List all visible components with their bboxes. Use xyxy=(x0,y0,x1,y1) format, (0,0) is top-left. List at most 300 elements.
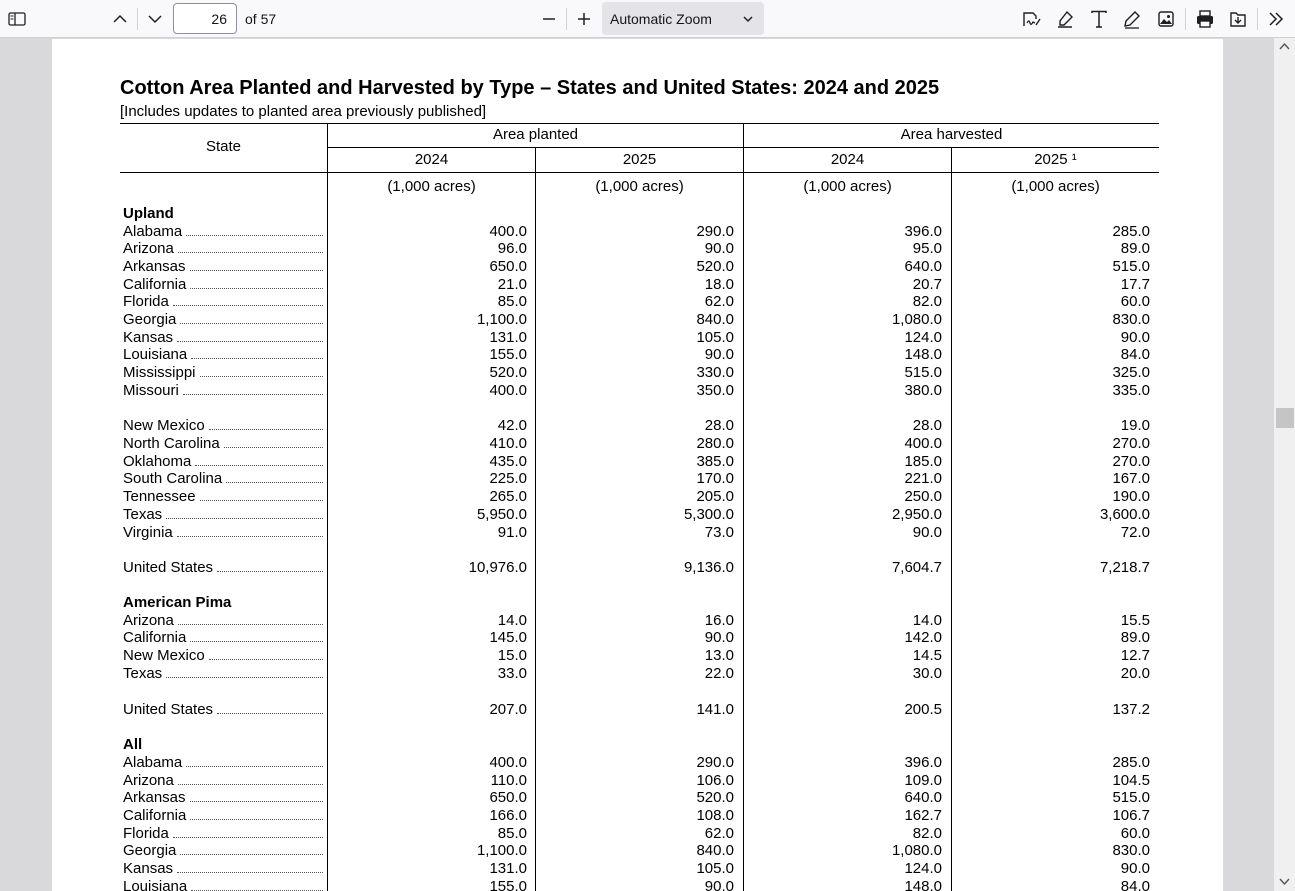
highlight-icon xyxy=(1055,9,1075,29)
value-cell: 520.0 xyxy=(489,364,527,381)
value-cell: 225.0 xyxy=(489,470,527,487)
state-name: Louisiana xyxy=(123,878,188,891)
value-cell: 7,218.7 xyxy=(1099,559,1150,576)
table-row xyxy=(52,524,1223,542)
value-cell: 640.0 xyxy=(904,789,942,806)
header-planted-2024: 2024 xyxy=(414,151,449,168)
table-row xyxy=(52,629,1223,647)
state-name: New Mexico xyxy=(123,647,205,664)
header-area-harvested: Area harvested xyxy=(900,126,1003,143)
table-header-rule xyxy=(120,172,1159,173)
more-tools-icon xyxy=(1266,9,1286,29)
value-cell: 104.5 xyxy=(1112,772,1150,789)
value-cell: 5,950.0 xyxy=(476,506,527,523)
value-cell: 90.0 xyxy=(704,346,734,363)
value-cell: 520.0 xyxy=(696,789,734,806)
value-cell: 28.0 xyxy=(704,417,734,434)
value-cell: 840.0 xyxy=(696,842,734,859)
table-row xyxy=(52,382,1223,400)
highlight-button[interactable] xyxy=(1053,7,1077,31)
zoom-in-button[interactable] xyxy=(573,8,595,30)
state-cell xyxy=(123,772,323,789)
value-cell: 290.0 xyxy=(696,754,734,771)
header-harvested-2024: 2024 xyxy=(830,151,865,168)
value-cell: 30.0 xyxy=(912,665,942,682)
value-cell: 10,976.0 xyxy=(468,559,527,576)
value-cell: 106.0 xyxy=(696,772,734,789)
value-cell: 515.0 xyxy=(1112,258,1150,275)
state-cell xyxy=(123,382,323,399)
value-cell: 166.0 xyxy=(489,807,527,824)
dot-leader xyxy=(217,702,323,714)
value-cell: 640.0 xyxy=(904,258,942,275)
dot-leader xyxy=(178,241,323,253)
state-cell xyxy=(123,860,323,877)
state-cell xyxy=(123,453,323,470)
zoom-out-button[interactable] xyxy=(538,8,560,30)
value-cell: 400.0 xyxy=(904,435,942,452)
state-cell xyxy=(123,754,323,771)
state-cell xyxy=(123,470,323,487)
value-cell: 350.0 xyxy=(696,382,734,399)
value-cell: 106.7 xyxy=(1112,807,1150,824)
value-cell: 2,950.0 xyxy=(891,506,942,523)
table-total-row xyxy=(52,559,1223,577)
state-cell xyxy=(123,311,323,328)
state-name: Kansas xyxy=(123,860,174,877)
table-row xyxy=(52,772,1223,790)
state-name: Alabama xyxy=(123,754,183,771)
table-row xyxy=(52,258,1223,276)
value-cell: 21.0 xyxy=(497,276,527,293)
value-cell: 396.0 xyxy=(904,223,942,240)
state-cell xyxy=(123,629,323,646)
state-name: California xyxy=(123,629,187,646)
value-cell: 105.0 xyxy=(696,860,734,877)
dot-leader xyxy=(191,879,323,891)
dot-leader xyxy=(200,365,323,377)
value-cell: 90.0 xyxy=(704,240,734,257)
dot-leader xyxy=(186,224,323,236)
chevron-down-icon xyxy=(147,11,163,27)
value-cell: 396.0 xyxy=(904,754,942,771)
table-row xyxy=(52,789,1223,807)
state-cell xyxy=(123,842,323,859)
state-name: Kansas xyxy=(123,329,174,346)
value-cell: 3,600.0 xyxy=(1099,506,1150,523)
dot-leader xyxy=(200,489,323,501)
more-tools-button[interactable] xyxy=(1264,7,1288,31)
value-cell: 280.0 xyxy=(696,435,734,452)
dot-leader xyxy=(178,773,323,785)
value-cell: 270.0 xyxy=(1112,435,1150,452)
value-cell: 73.0 xyxy=(704,524,734,541)
value-cell: 141.0 xyxy=(696,701,734,718)
table-row xyxy=(52,754,1223,772)
value-cell: 9,136.0 xyxy=(683,559,734,576)
header-planted-2025: 2025 xyxy=(622,151,657,168)
state-name: New Mexico xyxy=(123,417,205,434)
value-cell: 1,100.0 xyxy=(476,311,527,328)
state-cell xyxy=(123,293,323,310)
value-cell: 840.0 xyxy=(696,311,734,328)
page-subtitle: [Includes updates to planted area previously published] xyxy=(120,103,487,120)
state-cell xyxy=(123,240,323,257)
value-cell: 89.0 xyxy=(1120,240,1150,257)
dot-leader xyxy=(173,826,323,838)
signature-icon xyxy=(1021,9,1041,29)
dot-leader xyxy=(209,418,323,430)
value-cell: 28.0 xyxy=(912,417,942,434)
state-name: United States xyxy=(123,701,214,718)
state-cell xyxy=(123,878,323,891)
value-cell: 7,604.7 xyxy=(891,559,942,576)
save-icon xyxy=(1228,9,1248,29)
draw-button[interactable] xyxy=(1120,7,1144,31)
header-state: State xyxy=(205,138,242,155)
pdf-page xyxy=(52,39,1223,891)
table-row xyxy=(52,807,1223,825)
state-name: Arizona xyxy=(123,612,174,629)
value-cell: 19.0 xyxy=(1120,417,1150,434)
dot-leader xyxy=(180,312,323,324)
section-upland: Upland xyxy=(123,205,174,222)
value-cell: 89.0 xyxy=(1120,629,1150,646)
dot-leader xyxy=(186,755,323,767)
state-cell xyxy=(123,435,323,452)
section-all: All xyxy=(123,736,143,753)
table-row xyxy=(52,470,1223,488)
value-cell: 108.0 xyxy=(696,807,734,824)
value-cell: 167.0 xyxy=(1112,470,1150,487)
value-cell: 137.2 xyxy=(1112,701,1150,718)
state-name: United States xyxy=(123,559,214,576)
add-image-button[interactable] xyxy=(1154,7,1178,31)
dot-leader xyxy=(191,347,323,359)
value-cell: 270.0 xyxy=(1112,453,1150,470)
value-cell: 85.0 xyxy=(497,825,527,842)
state-name: Virginia xyxy=(123,524,173,541)
value-cell: 13.0 xyxy=(704,647,734,664)
dot-leader xyxy=(224,436,323,448)
state-cell xyxy=(123,825,323,842)
page-number-input[interactable] xyxy=(173,3,237,34)
value-cell: 1,080.0 xyxy=(891,842,942,859)
value-cell: 90.0 xyxy=(912,524,942,541)
state-name: Florida xyxy=(123,825,169,842)
value-cell: 410.0 xyxy=(489,435,527,452)
state-name: Missouri xyxy=(123,382,179,399)
table-row xyxy=(52,364,1223,382)
dot-leader xyxy=(190,808,323,820)
value-cell: 5,300.0 xyxy=(683,506,734,523)
table-row xyxy=(52,665,1223,683)
value-cell: 290.0 xyxy=(696,223,734,240)
value-cell: 14.5 xyxy=(912,647,942,664)
table-row xyxy=(52,506,1223,524)
value-cell: 162.7 xyxy=(904,807,942,824)
value-cell: 830.0 xyxy=(1112,311,1150,328)
value-cell: 400.0 xyxy=(489,382,527,399)
value-cell: 131.0 xyxy=(489,860,527,877)
dot-leader xyxy=(209,648,323,660)
value-cell: 22.0 xyxy=(704,665,734,682)
value-cell: 16.0 xyxy=(704,612,734,629)
dot-leader xyxy=(190,790,323,802)
value-cell: 145.0 xyxy=(489,629,527,646)
chevron-down-icon xyxy=(742,13,754,25)
table-row xyxy=(52,878,1223,891)
table-row xyxy=(52,825,1223,843)
state-cell xyxy=(123,346,323,363)
table-row xyxy=(52,240,1223,258)
zoom-value: Automatic Zoom xyxy=(610,11,712,27)
minus-icon xyxy=(541,11,557,27)
state-name: Georgia xyxy=(123,311,177,328)
scrollbar-thumb[interactable] xyxy=(1276,408,1294,428)
plus-icon xyxy=(576,11,592,27)
table-row xyxy=(52,223,1223,241)
signature-button[interactable] xyxy=(1019,7,1043,31)
value-cell: 15.5 xyxy=(1120,612,1150,629)
table-row xyxy=(52,488,1223,506)
state-cell xyxy=(123,807,323,824)
state-name: North Carolina xyxy=(123,435,220,452)
table-row xyxy=(52,293,1223,311)
page-title: Cotton Area Planted and Harvested by Type – States and United States: 2024 and 2025 xyxy=(120,77,940,99)
unit-label: (1,000 acres) xyxy=(1011,178,1100,195)
value-cell: 190.0 xyxy=(1112,488,1150,505)
value-cell: 110.0 xyxy=(490,772,527,789)
dot-leader xyxy=(217,560,323,572)
table-row xyxy=(52,647,1223,665)
value-cell: 400.0 xyxy=(489,223,527,240)
vertical-scrollbar[interactable] xyxy=(1274,38,1295,891)
dot-leader xyxy=(177,330,323,342)
print-icon xyxy=(1195,9,1215,29)
value-cell: 18.0 xyxy=(704,276,734,293)
value-cell: 250.0 xyxy=(904,488,942,505)
save-button[interactable] xyxy=(1226,7,1250,31)
text-icon xyxy=(1089,9,1109,29)
table-row xyxy=(52,276,1223,294)
value-cell: 109.0 xyxy=(904,772,942,789)
value-cell: 221.0 xyxy=(904,470,942,487)
state-name: Georgia xyxy=(123,842,177,859)
table-row xyxy=(52,346,1223,364)
value-cell: 20.0 xyxy=(1120,665,1150,682)
value-cell: 142.0 xyxy=(904,629,942,646)
state-name: Arizona xyxy=(123,240,174,257)
value-cell: 400.0 xyxy=(489,754,527,771)
value-cell: 90.0 xyxy=(704,878,734,891)
state-name: Tennessee xyxy=(123,488,196,505)
state-cell xyxy=(123,329,323,346)
scroll-up-icon xyxy=(1279,42,1290,50)
value-cell: 95.0 xyxy=(912,240,942,257)
unit-label: (1,000 acres) xyxy=(803,178,892,195)
dot-leader xyxy=(173,294,323,306)
value-cell: 124.0 xyxy=(904,329,942,346)
value-cell: 14.0 xyxy=(497,612,527,629)
state-cell xyxy=(123,612,323,629)
zoom-select[interactable] xyxy=(602,2,764,35)
state-name: Texas xyxy=(123,665,163,682)
value-cell: 185.0 xyxy=(904,453,942,470)
table-row xyxy=(52,842,1223,860)
value-cell: 96.0 xyxy=(497,240,527,257)
header-harvested-2025: 2025 ¹ xyxy=(1034,151,1077,168)
page-count-label: of 57 xyxy=(245,11,277,27)
state-cell xyxy=(123,506,323,523)
dot-leader xyxy=(177,861,323,873)
table-row xyxy=(52,329,1223,347)
state-name: Arkansas xyxy=(123,789,186,806)
dot-leader xyxy=(166,507,323,519)
value-cell: 60.0 xyxy=(1120,293,1150,310)
value-cell: 85.0 xyxy=(497,293,527,310)
table-row xyxy=(52,417,1223,435)
value-cell: 82.0 xyxy=(912,293,942,310)
value-cell: 90.0 xyxy=(1120,860,1150,877)
value-cell: 20.7 xyxy=(912,276,942,293)
value-cell: 1,100.0 xyxy=(476,842,527,859)
header-area-planted: Area planted xyxy=(492,126,579,143)
value-cell: 60.0 xyxy=(1120,825,1150,842)
value-cell: 62.0 xyxy=(704,293,734,310)
value-cell: 520.0 xyxy=(696,258,734,275)
state-cell xyxy=(123,223,323,240)
pdf-toolbar xyxy=(0,0,1295,38)
value-cell: 42.0 xyxy=(497,417,527,434)
value-cell: 170.0 xyxy=(696,470,734,487)
value-cell: 124.0 xyxy=(904,860,942,877)
value-cell: 335.0 xyxy=(1112,382,1150,399)
value-cell: 265.0 xyxy=(489,488,527,505)
value-cell: 84.0 xyxy=(1120,346,1150,363)
state-name: Louisiana xyxy=(123,346,188,363)
draw-icon xyxy=(1122,9,1142,29)
next-page-button[interactable] xyxy=(144,8,166,30)
dot-leader xyxy=(180,843,323,855)
value-cell: 90.0 xyxy=(704,629,734,646)
value-cell: 148.0 xyxy=(904,878,942,891)
table-row xyxy=(52,860,1223,878)
value-cell: 1,080.0 xyxy=(891,311,942,328)
dot-leader xyxy=(183,383,323,395)
state-cell xyxy=(123,524,323,541)
value-cell: 205.0 xyxy=(696,488,734,505)
value-cell: 91.0 xyxy=(497,524,527,541)
state-cell xyxy=(123,364,323,381)
value-cell: 62.0 xyxy=(704,825,734,842)
print-button[interactable] xyxy=(1193,7,1217,31)
value-cell: 12.7 xyxy=(1120,647,1150,664)
value-cell: 15.0 xyxy=(497,647,527,664)
value-cell: 435.0 xyxy=(489,453,527,470)
sidebar-toggle-icon[interactable] xyxy=(6,9,28,29)
state-name: Oklahoma xyxy=(123,453,192,470)
state-cell xyxy=(123,789,323,806)
value-cell: 84.0 xyxy=(1120,878,1150,891)
dot-leader xyxy=(195,454,323,466)
table-row xyxy=(52,435,1223,453)
dot-leader xyxy=(166,666,323,678)
unit-label: (1,000 acres) xyxy=(387,178,476,195)
value-cell: 330.0 xyxy=(696,364,734,381)
table-row xyxy=(52,612,1223,630)
state-name: California xyxy=(123,807,187,824)
image-icon xyxy=(1156,9,1176,29)
state-name: Florida xyxy=(123,293,169,310)
state-name: Mississippi xyxy=(123,364,196,381)
add-text-button[interactable] xyxy=(1087,7,1111,31)
state-cell xyxy=(123,276,323,293)
unit-label: (1,000 acres) xyxy=(595,178,684,195)
value-cell: 148.0 xyxy=(904,346,942,363)
state-name: Arizona xyxy=(123,772,174,789)
dot-leader xyxy=(190,259,323,271)
table-row xyxy=(52,311,1223,329)
value-cell: 155.0 xyxy=(489,346,527,363)
state-cell xyxy=(123,417,323,434)
state-name: South Carolina xyxy=(123,470,223,487)
dot-leader xyxy=(177,525,323,537)
value-cell: 200.5 xyxy=(904,701,942,718)
value-cell: 72.0 xyxy=(1120,524,1150,541)
value-cell: 385.0 xyxy=(696,453,734,470)
state-name: Arkansas xyxy=(123,258,186,275)
state-cell xyxy=(123,258,323,275)
table-top-rule xyxy=(120,123,1159,124)
state-name: Alabama xyxy=(123,223,183,240)
value-cell: 207.0 xyxy=(489,701,527,718)
value-cell: 14.0 xyxy=(912,612,942,629)
value-cell: 650.0 xyxy=(489,258,527,275)
value-cell: 515.0 xyxy=(904,364,942,381)
dot-leader xyxy=(178,613,323,625)
state-name: Texas xyxy=(123,506,163,523)
table-row xyxy=(52,453,1223,471)
dot-leader xyxy=(190,630,323,642)
value-cell: 90.0 xyxy=(1120,329,1150,346)
state-name: California xyxy=(123,276,187,293)
value-cell: 380.0 xyxy=(904,382,942,399)
state-cell xyxy=(123,665,323,682)
scroll-down-icon xyxy=(1279,878,1290,886)
value-cell: 155.0 xyxy=(489,878,527,891)
value-cell: 285.0 xyxy=(1112,223,1150,240)
value-cell: 830.0 xyxy=(1112,842,1150,859)
state-cell xyxy=(123,701,323,718)
previous-page-button[interactable] xyxy=(109,8,131,30)
value-cell: 325.0 xyxy=(1112,364,1150,381)
value-cell: 515.0 xyxy=(1112,789,1150,806)
value-cell: 285.0 xyxy=(1112,754,1150,771)
section-american-pima: American Pima xyxy=(123,594,232,611)
value-cell: 131.0 xyxy=(489,329,527,346)
value-cell: 17.7 xyxy=(1120,276,1150,293)
state-cell xyxy=(123,559,323,576)
chevron-up-icon xyxy=(112,11,128,27)
state-cell xyxy=(123,488,323,505)
dot-leader xyxy=(190,277,323,289)
value-cell: 33.0 xyxy=(497,665,527,682)
table-total-row xyxy=(52,701,1223,719)
value-cell: 105.0 xyxy=(696,329,734,346)
dot-leader xyxy=(226,471,323,483)
value-cell: 650.0 xyxy=(489,789,527,806)
